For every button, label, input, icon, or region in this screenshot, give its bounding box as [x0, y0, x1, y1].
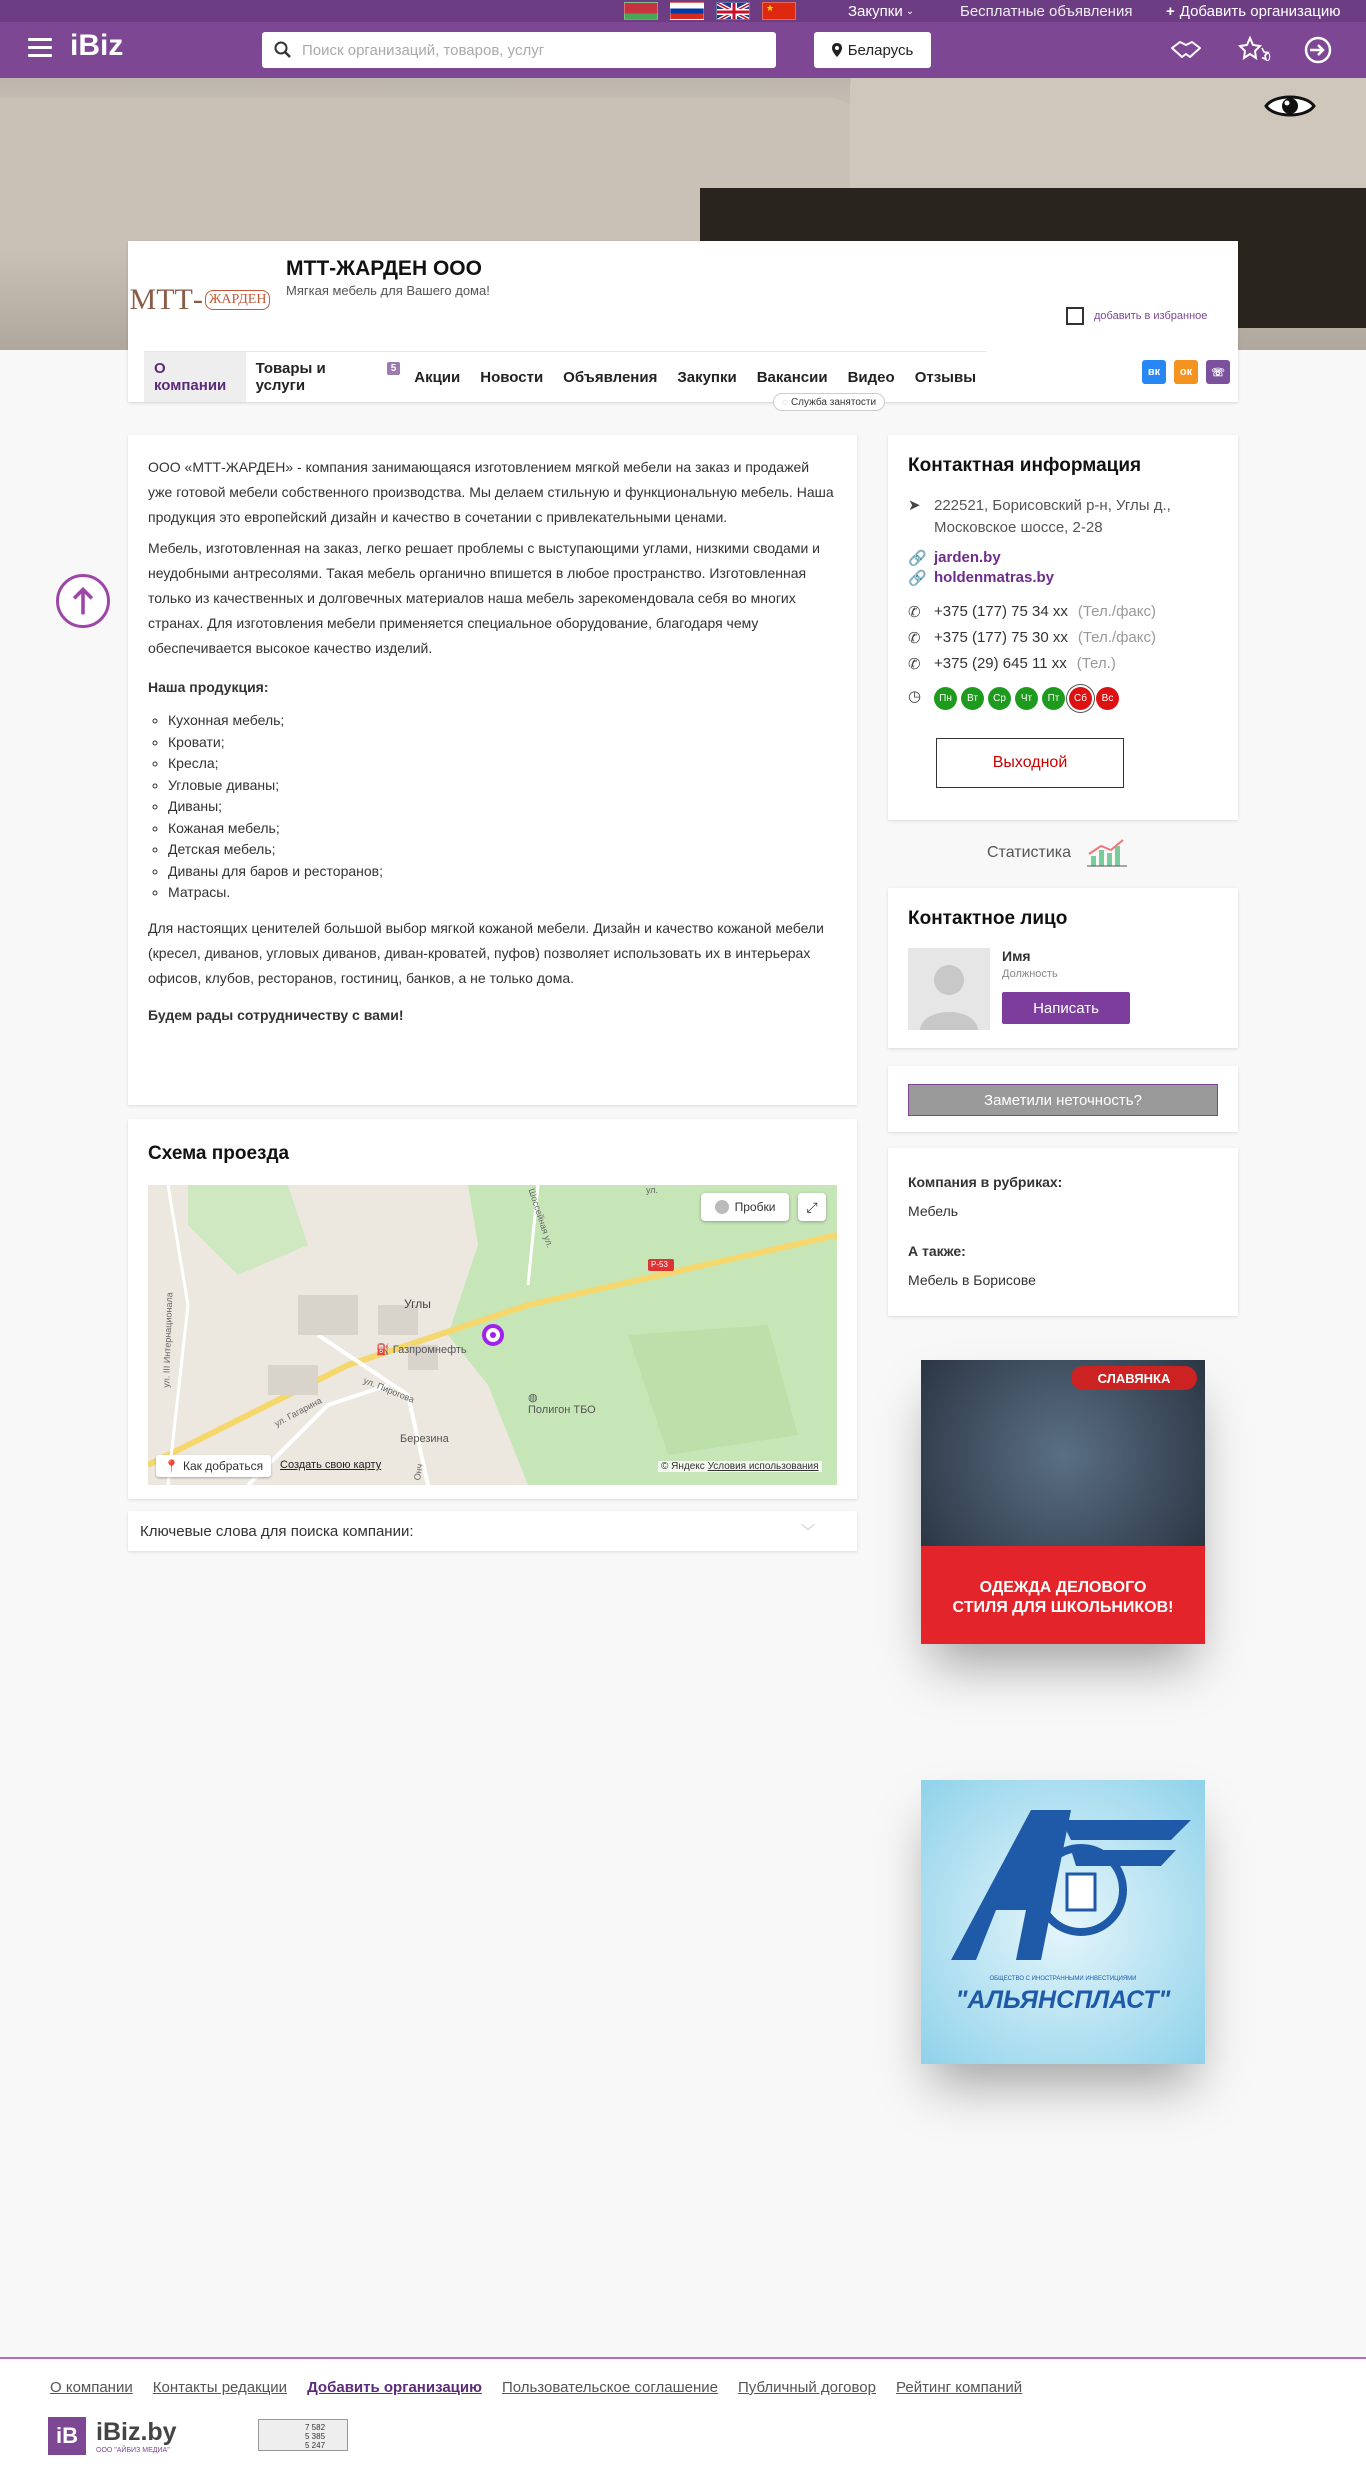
counter-value: 5 385	[305, 2432, 326, 2441]
phone-row[interactable]	[908, 629, 1218, 647]
list-item: ◦ Кресла;	[168, 753, 837, 775]
address: 222521, Борисовский р-н, Углы д., Московское шоссе, 2-28	[934, 497, 1171, 536]
map-label-berezina: Березина	[400, 1433, 449, 1445]
products-list	[168, 710, 837, 904]
ad-alliansplast[interactable]	[921, 1780, 1205, 2064]
list-item: ◦ Кровати;	[168, 732, 837, 754]
map-panel	[128, 1119, 857, 1499]
rubric-link[interactable]: Мебель в Борисове	[908, 1272, 1036, 1288]
employment-service-badge[interactable]	[773, 393, 885, 411]
footer-company: ООО "АЙБИЗ МЕДИА"	[96, 2447, 170, 2454]
user-silhouette-icon	[908, 948, 990, 1030]
footer-links	[50, 2379, 1022, 2396]
phone-number: +375 (177) 75 30 xx	[934, 629, 1068, 646]
checkbox-icon	[1066, 307, 1084, 325]
terms-link[interactable]: Условия использования	[707, 1461, 819, 1472]
statistics-link[interactable]	[987, 838, 1129, 868]
footer-link[interactable]: Пользовательское соглашение	[501, 2379, 718, 2396]
free-ads-link[interactable]: Бесплатные объявления	[960, 2, 1133, 20]
directions-label: Как добраться	[182, 1459, 264, 1473]
odnoklassniki-icon[interactable]: ок	[1174, 360, 1198, 384]
company-logo: МТТ- ЖАРДЕН	[150, 265, 250, 335]
ad-slavyanka[interactable]	[921, 1360, 1205, 1644]
about-paragraph: Мебель, изготовленная на заказ, легко решает проблемы с выступающими углами, низкими сводами и неудобными антресолями. Такая мебель органично впишется в любое пространство. Изготовленная только из качественных и долговечных материалов наша мебель зарекомендовала себя во многих странах. Для изготовления мебели применяется специальное оборудование, благодаря чему обеспечивается высокое качество изделий.	[148, 540, 820, 656]
products-title: Наша продукция:	[148, 679, 269, 695]
phone-icon: ✆	[908, 630, 921, 647]
work-days	[934, 687, 1119, 710]
write-button[interactable]: Написать	[1002, 992, 1130, 1024]
tab-products-label: Товары и услуги	[255, 360, 326, 394]
person-position: Должность	[1002, 968, 1058, 980]
website-link[interactable]: holdenmatras.by	[934, 569, 1055, 586]
add-favorite-checkbox[interactable]	[1066, 307, 1207, 325]
map-label-shosse: Шоссейная ул.	[526, 1187, 556, 1249]
flag-en-icon[interactable]	[716, 2, 750, 20]
tab-news[interactable]: Новости	[480, 368, 544, 386]
day-tue[interactable]: Вт	[961, 687, 984, 710]
phone-number: +375 (29) 645 11 xx	[934, 655, 1067, 672]
map-label-gazprom: ⛽ Газпромнефть	[376, 1344, 467, 1356]
mistake-panel	[888, 1066, 1238, 1132]
company-tagline: Мягкая мебель для Вашего дома!	[286, 283, 490, 298]
handshake-icon[interactable]	[1168, 32, 1204, 68]
viber-icon[interactable]: ☏	[1206, 360, 1230, 384]
purchases-menu[interactable]	[848, 0, 914, 22]
search-placeholder: Поиск организаций, товаров, услуг	[302, 41, 545, 59]
link-icon: 🔗	[908, 570, 927, 587]
map-label-gagarina: ул. Гагарина	[272, 1395, 324, 1429]
list-item: ◦ Угловые диваны;	[168, 775, 837, 797]
alliansplast-small: ОБЩЕСТВО С ИНОСТРАННЫМИ ИНВЕСТИЦИЯМИ	[989, 1976, 1137, 1982]
flag-ru-icon[interactable]	[670, 2, 704, 20]
map-label-ok: ул.	[646, 1185, 659, 1195]
copyright-label: © Яндекс	[661, 1461, 705, 1472]
menu-icon[interactable]	[28, 38, 52, 58]
alliansplast-logo-icon	[921, 1780, 1205, 1980]
chevron-down-icon: ﹀	[801, 1523, 815, 1539]
footer-link[interactable]: О компании	[50, 2379, 133, 2396]
tab-ads[interactable]: Объявления	[563, 368, 658, 386]
yandex-map[interactable]	[148, 1185, 837, 1485]
region-label: Беларусь	[847, 41, 914, 59]
contact-person-title: Контактное лицо	[908, 908, 1068, 929]
day-wed[interactable]: Ср	[988, 687, 1011, 710]
counter-value: 7 582	[305, 2423, 326, 2432]
phone-number: +375 (177) 75 34 xx	[934, 603, 1068, 620]
phone-row[interactable]	[908, 603, 1218, 621]
about-paragraph: Для настоящих ценителей большой выбор мягкой кожаной мебели. Дизайн и качество кожаной мебели (кресел, диванов, угловых диванов, диван-кроватей, пуфов) позволяет использовать их в интерьерах офисов, клубов, ресторанов, гостиниц, банков, а не только дома.	[148, 919, 824, 986]
phone-type: (Тел.)	[1076, 655, 1116, 672]
map-label-onch: Онч	[411, 1462, 425, 1482]
footer-link[interactable]: Публичный договор	[738, 2379, 876, 2396]
fuel-icon: ⛽	[376, 1344, 390, 1356]
eye-icon[interactable]	[1264, 90, 1316, 122]
avatar	[908, 948, 990, 1030]
plus-icon: +	[1166, 2, 1175, 20]
footer-link[interactable]: Рейтинг компаний	[896, 2379, 1023, 2396]
create-map-link[interactable]: Создать свою карту	[280, 1459, 382, 1471]
navigation-arrow-icon: ➤	[908, 497, 921, 514]
phone-type: (Тел./факс)	[1077, 603, 1157, 620]
footer-link[interactable]: Контакты редакции	[152, 2379, 288, 2396]
day-thu[interactable]: Чт	[1015, 687, 1038, 710]
footer-logo[interactable]	[48, 2417, 177, 2455]
map-label-pirogova: ул. Пирогова	[362, 1375, 416, 1405]
traffic-button[interactable]	[701, 1193, 789, 1221]
traffic-label: Пробки	[734, 1200, 776, 1214]
flag-by-icon[interactable]	[624, 2, 658, 20]
about-closing: Будем рады сотрудничеству с вами!	[148, 1006, 404, 1023]
tab-promotions[interactable]: Акции	[414, 368, 461, 386]
company-name: МТТ-ЖАРДЕН ООО	[286, 257, 482, 280]
contact-title: Контактная информация	[908, 455, 1142, 476]
phone-type: (Тел./факс)	[1077, 629, 1157, 646]
company-header-card	[128, 241, 1238, 402]
social-share	[1142, 360, 1230, 384]
keywords-label: Ключевые слова для поиска компании:	[140, 1522, 414, 1540]
tab-reviews[interactable]: Отзывы	[914, 368, 976, 386]
map-label-road: Р-53	[651, 1260, 668, 1269]
tab-products-count: 5	[387, 362, 401, 375]
about-panel	[128, 435, 857, 1105]
statistics-label: Статистика	[987, 844, 1072, 861]
scroll-up-icon[interactable]	[56, 574, 110, 628]
add-org-label: Добавить организацию	[1179, 2, 1341, 20]
tab-purchases[interactable]: Закупки	[677, 368, 737, 386]
slavyanka-logo: СЛАВЯНКА	[1071, 1366, 1197, 1390]
site-logo[interactable]: iBiz	[70, 29, 124, 62]
phone-icon: ✆	[908, 604, 921, 621]
footer-logo-text: iBiz.by	[96, 2418, 177, 2446]
website-link[interactable]: jarden.by	[934, 549, 1001, 566]
favorite-label: добавить в избранное	[1094, 310, 1208, 322]
phone-icon: ✆	[908, 656, 921, 673]
tab-products[interactable]	[246, 352, 405, 402]
link-icon: 🔗	[908, 550, 927, 567]
flag-cn-icon[interactable]: ★	[762, 2, 796, 20]
language-flags	[624, 2, 796, 20]
chart-icon	[1085, 838, 1129, 868]
keywords-accordion[interactable]	[128, 1511, 857, 1551]
contact-person-panel	[888, 888, 1238, 1048]
report-mistake-button[interactable]: Заметили неточность?	[908, 1084, 1218, 1116]
rubrics-panel	[888, 1148, 1238, 1316]
directions-button[interactable]	[156, 1455, 271, 1477]
list-item: ◦ Кожаная мебель;	[168, 818, 837, 840]
map-title: Схема проезда	[148, 1143, 290, 1164]
map-label-internat: ул. III Интернационала	[161, 1292, 175, 1388]
fullscreen-button[interactable]	[798, 1193, 826, 1221]
landfill-icon: ◍	[528, 1392, 538, 1404]
contact-panel	[888, 435, 1238, 820]
list-item: ◦ Матрасы.	[168, 882, 837, 904]
location-pin-icon	[832, 43, 842, 57]
list-item: ◦ Кухонная мебель;	[168, 710, 837, 732]
map-canvas	[148, 1185, 837, 1485]
slavyanka-text: ОДЕЖДА ДЕЛОВОГО СТИЛЯ ДЛЯ ШКОЛЬНИКОВ!	[921, 1546, 1205, 1644]
also-title: А также:	[908, 1243, 966, 1259]
route-pin-icon: 📍	[164, 1459, 179, 1473]
about-paragraph: ООО «МТТ-ЖАРДЕН» - компания занимающаяся изготовлением мягкой мебели на заказ и продажей уже готовой мебели собственного производства. Мы делаем стильную и функциональную мебель. Наша продукция это европейский дизайн и качество в сочетании с привлекательными ценами.	[148, 459, 834, 525]
phone-row[interactable]	[908, 655, 1218, 673]
purchases-label: Закупки	[848, 2, 903, 20]
list-item: ◦ Диваны для баров и ресторанов;	[168, 861, 837, 883]
search-input[interactable]	[262, 32, 776, 68]
list-item: ◦ Диваны;	[168, 796, 837, 818]
employment-service-label: Служба занятости	[790, 396, 877, 408]
clock-icon: ◷	[908, 688, 922, 705]
person-name: Имя	[1002, 948, 1031, 964]
rubrics-title: Компания в рубриках:	[908, 1174, 1063, 1190]
alliansplast-name: "АЛЬЯНСПЛАСТ"	[955, 1986, 1171, 2014]
tab-vacancies[interactable]: Вакансии	[756, 368, 828, 386]
rubric-link[interactable]: Мебель	[908, 1203, 959, 1219]
counter-value: 5 247	[305, 2441, 326, 2450]
traffic-light-icon	[715, 1200, 729, 1214]
search-icon	[274, 41, 292, 59]
add-org-link[interactable]	[1166, 0, 1341, 22]
tab-about[interactable]: О компании	[144, 352, 246, 402]
favorites-count: 0	[1264, 50, 1271, 64]
ibiz-logo-icon: iB	[48, 2417, 86, 2455]
day-sun[interactable]: Вс	[1096, 687, 1119, 710]
map-label-tbo: ◍ Полигон ТБО	[528, 1392, 596, 1416]
list-item: ◦ Детская мебель;	[168, 839, 837, 861]
login-icon[interactable]	[1300, 32, 1336, 68]
expand-icon: ⤢	[806, 1198, 818, 1215]
visit-counter[interactable]	[258, 2419, 348, 2451]
map-copyright	[658, 1461, 822, 1472]
footer	[0, 2357, 1366, 2483]
favorites-button[interactable]	[1236, 32, 1272, 68]
info-icon: ◌	[782, 396, 788, 408]
map-label-ugly: Углы	[404, 1297, 431, 1311]
top-strip	[0, 0, 1366, 22]
day-fri[interactable]: Пт	[1042, 687, 1065, 710]
day-sat[interactable]: Сб	[1069, 687, 1092, 710]
schedule-tooltip: Выходной	[936, 738, 1124, 788]
region-selector[interactable]	[814, 32, 931, 68]
chevron-down-icon: ⌄	[905, 5, 915, 17]
day-mon[interactable]: Пн	[934, 687, 957, 710]
vk-icon[interactable]: вк	[1142, 360, 1166, 384]
footer-link[interactable]: Добавить организацию	[307, 2379, 482, 2396]
tab-video[interactable]: Видео	[847, 368, 895, 386]
